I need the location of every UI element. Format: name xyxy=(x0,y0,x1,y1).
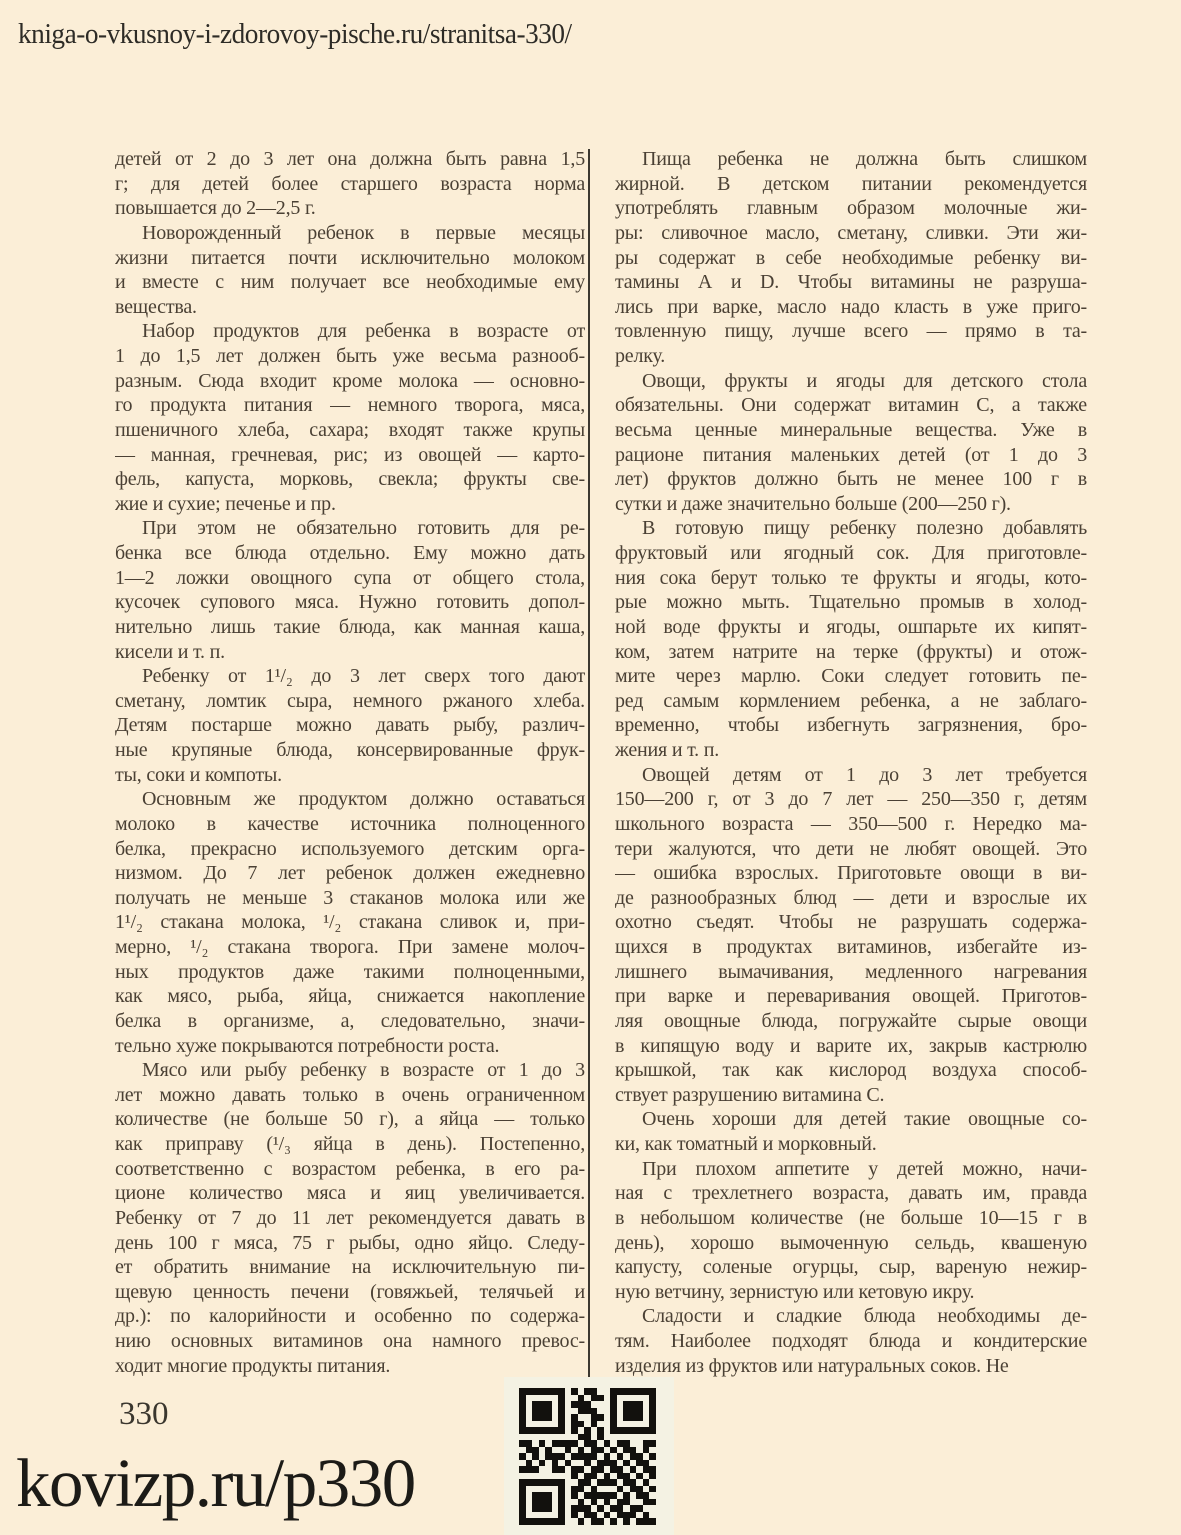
paragraph xyxy=(615,369,1087,517)
text-line: фель, капуста, морковь, свекла; фрукты све- xyxy=(115,468,585,491)
text-line: временно, чтобы избегнуть загрязнения, бро- xyxy=(615,714,1087,737)
paragraph xyxy=(615,147,1087,369)
text-line: и вместе с ним получает все необходимые ему xyxy=(115,271,585,294)
text-line: день), хорошо вымоченную сельдь, квашеную xyxy=(615,1231,1087,1254)
text-line: г; для детей более старшего возраста норма xyxy=(115,172,585,195)
paragraph xyxy=(615,1107,1087,1156)
text-line: пшеничного хлеба, сахара; входят также крупы xyxy=(115,418,585,441)
text-line: фруктовый или ягодный сок. Для приготовле- xyxy=(615,542,1087,564)
text-line: мерно, ¹/₂ стакана творога. При замене молоч- xyxy=(115,936,585,958)
paragraph xyxy=(115,147,585,221)
text-line: ная с трехлетнего возраста, давать им, правда xyxy=(615,1182,1087,1205)
text-line: детей от 2 до 3 лет она должна быть равна 1,5 xyxy=(115,148,585,170)
right-column xyxy=(615,147,1087,1378)
text-line: ты, соки и компоты. xyxy=(115,763,282,786)
text-line: ную ветчину, зернистую или кетовую икру. xyxy=(615,1280,975,1303)
text-line: Мясо или рыбу ребенку в возрасте от 1 до 3 xyxy=(142,1059,585,1082)
text-line: Ребенку от 7 до 11 лет рекомендуется давать в xyxy=(115,1206,585,1229)
text-line: др.): по калорийности и особенно по содержа- xyxy=(115,1305,585,1328)
text-line: соответственно с возрастом ребенка, в его ра- xyxy=(115,1157,585,1180)
text-line: — ошибка взрослых. Приготовьте овощи в ви- xyxy=(615,862,1087,885)
text-line: лет) фруктов должно быть не менее 100 г в xyxy=(615,468,1087,491)
text-line: низмом. До 7 лет ребенок должен ежедневно xyxy=(115,862,585,885)
text-line: количестве (не больше 50 г), а яйца — только xyxy=(115,1108,585,1131)
text-line: жения и т. п. xyxy=(615,739,720,761)
left-column xyxy=(115,147,585,1378)
paragraph xyxy=(615,516,1087,762)
text-line: повышается до 2—2,5 г. xyxy=(115,197,316,220)
text-line: Сладости и сладкие блюда необходимы де- xyxy=(642,1305,1087,1328)
text-line: нительно лишь такие блюда, как манная каша, xyxy=(115,615,585,638)
text-line: молоко в качестве источника полноценного xyxy=(115,812,585,835)
text-line: тельно хуже покрываются потребности роста. xyxy=(115,1034,500,1057)
text-line: весьма ценные минеральные вещества. Уже в xyxy=(615,418,1087,441)
text-line: как приправу (¹/₃ яйца в день). Постепенно, xyxy=(115,1133,585,1155)
paragraph xyxy=(115,221,585,320)
source-url-text: kniga-o-vkusnoy-i-zdorovoy-pische.ru/stranitsa-330/ xyxy=(18,18,572,50)
text-line: лишнего вымачивания, медленного нагревания xyxy=(615,960,1087,983)
text-line: Ребенку от 1¹/₂ до 3 лет сверх того дают xyxy=(142,665,585,688)
text-line: белка в организме, а, следовательно, значи- xyxy=(115,1009,585,1032)
text-line: получать не меньше 3 стаканов молока или же xyxy=(115,886,585,909)
text-line: В готовую пищу ребенку полезно добавлять xyxy=(642,517,1087,540)
text-line: изделия из фруктов или натуральных соков. Не xyxy=(615,1354,1009,1377)
text-line: жие и сухие; печенье и пр. xyxy=(115,492,336,515)
text-line: ляя овощные блюда, погружайте сырые овощи xyxy=(615,1009,1087,1032)
text-line: Основным же продуктом должно оставаться xyxy=(142,788,585,811)
text-line: Очень хороши для детей такие овощные со- xyxy=(642,1108,1087,1131)
text-line: ные крупяные блюда, консервированные фрук- xyxy=(115,739,585,761)
text-line: рационе питания маленьких детей (от 1 до 3 xyxy=(615,443,1087,466)
text-line: ред самым кормлением ребенка, а не заблаго- xyxy=(615,689,1087,712)
text-line: школьного возраста — 350—500 г. Нередко ма- xyxy=(615,812,1087,835)
paragraph xyxy=(615,1304,1087,1378)
short-url-text: kovizp.ru/p330 xyxy=(16,1445,415,1521)
text-line: 1—2 ложки овощного супа от общего стола, xyxy=(115,566,585,589)
text-line: в небольшом количестве (не больше 10—15 г в xyxy=(615,1206,1087,1229)
text-line: Пища ребенка не должна быть слишком xyxy=(642,148,1087,170)
text-line: ционе количество мяса и яиц увеличивается. xyxy=(115,1182,585,1205)
text-line: Набор продуктов для ребенка в возрасте от xyxy=(142,320,585,343)
text-line: — манная, гречневая, рис; из овощей — карто- xyxy=(115,443,585,466)
text-line: лет можно давать только в очень ограниченном xyxy=(115,1083,585,1106)
text-line: белка, прекрасно используемого детским орга- xyxy=(115,837,585,860)
text-line: ры: сливочное масло, сметану, сливки. Эти жи- xyxy=(615,221,1087,244)
text-line: бенка все блюда отдельно. Ему можно дать xyxy=(115,542,585,564)
text-line: день 100 г мяса, 75 г рыбы, одно яйцо. Следу- xyxy=(115,1231,585,1254)
text-line: мите через марлю. Соки следует готовить пе- xyxy=(615,665,1087,688)
text-line: нию основных витаминов она намного превос- xyxy=(115,1330,585,1352)
paragraph xyxy=(115,319,585,516)
text-line: в кипящую воду и варите их, закрыв кастрюлю xyxy=(615,1034,1087,1057)
qr-code xyxy=(504,1377,674,1535)
paragraph xyxy=(615,763,1087,1108)
paragraph xyxy=(115,516,585,664)
text-line: кусочек супового мяса. Нужно готовить допол- xyxy=(115,591,585,614)
text-line: товленную пищу, лучше всего — прямо в та- xyxy=(615,320,1087,343)
text-line: При этом не обязательно готовить для ре- xyxy=(142,517,585,540)
text-line: капусту, соленые огурцы, сыр, вареную нежир- xyxy=(615,1256,1087,1279)
text-line: рые можно мыть. Тщательно промыв в холод- xyxy=(615,591,1087,614)
text-line: вещества. xyxy=(115,295,197,318)
text-line: де разнообразных блюд — дети и взрослые их xyxy=(615,886,1087,909)
text-line: го продукта питания — немного творога, мяса, xyxy=(115,394,585,417)
text-line: тамины А и D. Чтобы витамины не разруша- xyxy=(615,271,1087,294)
text-line: кисели и т. п. xyxy=(115,640,225,663)
text-line: тери жалуются, что дети не любят овощей. Это xyxy=(615,837,1087,860)
text-line: сутки и даже значительно больше (200—250 г). xyxy=(615,492,1011,515)
paragraph xyxy=(115,787,585,1058)
text-line: 150—200 г, от 3 до 7 лет — 250—350 г, детям xyxy=(615,788,1087,811)
text-line: жизни питается почти исключительно молоком xyxy=(115,246,585,269)
text-line: щихся в продуктах витаминов, избегайте из- xyxy=(615,936,1087,958)
text-line: ной воде фрукты и ягоды, ошпарьте их кипят- xyxy=(615,615,1087,638)
text-line: как мясо, рыба, яйца, снижается накопление xyxy=(115,985,585,1008)
text-line: Детям постарше можно давать рыбу, различ- xyxy=(115,714,585,737)
text-line: 1 до 1,5 лет должен быть уже весьма разнооб- xyxy=(115,345,585,367)
text-line: щевую ценность печени (говяжьей, телячьей и xyxy=(115,1280,585,1303)
text-line: лись при варке, масло надо класть в уже приго- xyxy=(615,295,1087,318)
text-line: охотно съедят. Чтобы не разрушать содержа- xyxy=(615,911,1087,934)
text-line: При плохом аппетите у детей можно, начи- xyxy=(642,1157,1087,1180)
text-line: ет обратить внимание на исключительную пи- xyxy=(115,1256,585,1279)
text-line: ком, затем натрите на терке (фрукты) и отож- xyxy=(615,640,1087,663)
qr-module xyxy=(649,1518,656,1525)
text-line: ных продуктов даже такими полноценными, xyxy=(115,960,585,983)
text-line: разным. Сюда входит кроме молока — основно- xyxy=(115,369,585,392)
text-line: обязательны. Они содержат витамин С, а также xyxy=(615,394,1087,417)
text-line: релку. xyxy=(615,345,666,367)
text-line: Новорожденный ребенок в первые месяцы xyxy=(142,221,585,244)
paragraph xyxy=(615,1157,1087,1305)
text-line: жирной. В детском питании рекомендуется xyxy=(615,172,1087,195)
paragraph xyxy=(115,664,585,787)
text-line: ходит многие продукты питания. xyxy=(115,1354,391,1377)
text-line: ки, как томатный и морковный. xyxy=(615,1133,877,1155)
column-divider xyxy=(588,149,590,1378)
qr-grid xyxy=(519,1388,656,1525)
text-line: Овощей детям от 1 до 3 лет требуется xyxy=(642,763,1087,786)
text-line: ствует разрушению витамина С. xyxy=(615,1083,885,1106)
text-line: при варке и переваривания овощей. Приготов- xyxy=(615,985,1087,1008)
text-line: 1¹/₂ стакана молока, ¹/₂ стакана сливок и, при- xyxy=(115,911,585,934)
text-line: тям. Наиболее подходят блюда и кондитерские xyxy=(615,1330,1087,1352)
text-line: крышкой, так как кислород воздуха способ- xyxy=(615,1059,1087,1082)
text-line: употреблять главным образом молочные жи- xyxy=(615,197,1087,220)
paragraph xyxy=(115,1058,585,1378)
text-line: сметану, ломтик сыра, немного ржаного хлеба. xyxy=(115,689,585,712)
text-line: Овощи, фрукты и ягоды для детского стола xyxy=(642,369,1087,392)
page-number: 330 xyxy=(119,1396,169,1432)
text-line: ры содержат в себе необходимые ребенку ви- xyxy=(615,246,1087,269)
text-line: ния сока берут только те фрукты и ягоды, кото- xyxy=(615,566,1087,589)
